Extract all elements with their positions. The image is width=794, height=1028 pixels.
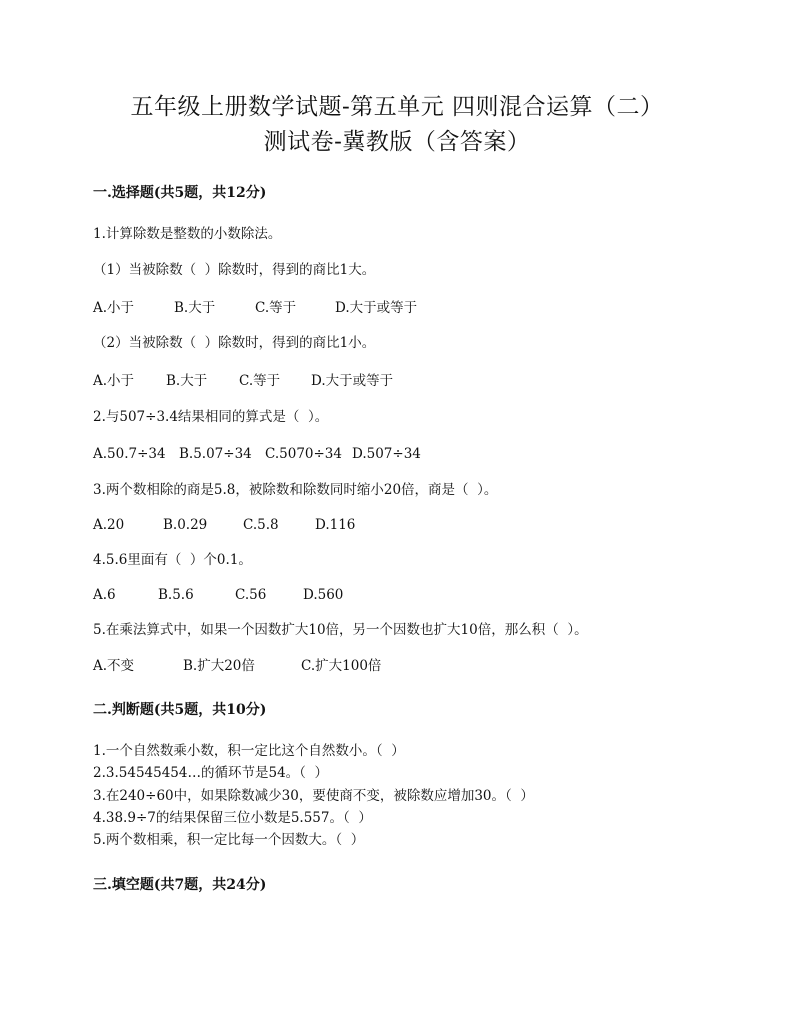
- option: A.小于: [93, 300, 135, 316]
- q2-stem: 2.与507÷3.4结果相同的算式是（ ）。: [93, 409, 329, 425]
- q4-stem: 4.5.6里面有（ ）个0.1。: [93, 552, 252, 568]
- judge-item-1: 1.一个自然数乘小数，积一定比这个自然数小。（ ）: [93, 743, 405, 759]
- q1-stem: 1.计算除数是整数的小数除法。: [93, 226, 282, 242]
- section3-heading: 三.填空题(共7题，共24分): [93, 877, 267, 893]
- q1-sub2: （2）当被除数（ ）除数时，得到的商比1小。: [93, 335, 376, 351]
- q1-sub1: （1）当被除数（ ）除数时，得到的商比1大。: [93, 262, 376, 278]
- judge-item-5: 5.两个数相乘，积一定比每一个因数大。（ ）: [93, 832, 365, 848]
- judge-item-3: 3.在240÷60中，如果除数减少30，要使商不变，被除数应增加30。（ ）: [93, 788, 534, 804]
- option: C.5070÷34: [265, 446, 342, 462]
- option: B.5.6: [158, 587, 194, 603]
- option: B.大于: [174, 300, 216, 316]
- option: A.小于: [93, 373, 135, 389]
- option: B.5.07÷34: [179, 446, 252, 462]
- option: D.560: [303, 587, 344, 603]
- option: D.大于或等于: [335, 300, 418, 316]
- option: A.50.7÷34: [93, 446, 166, 462]
- section2-heading: 二.判断题(共5题，共10分): [93, 702, 267, 718]
- option: B.0.29: [163, 517, 208, 533]
- option: B.扩大20倍: [183, 658, 255, 674]
- option: A.6: [93, 587, 116, 603]
- judge-item-4: 4.38.9÷7的结果保留三位小数是5.557。（ ）: [93, 810, 372, 826]
- option: A.不变: [93, 658, 135, 674]
- judge-item-2: 2.3.54545454…的循环节是54。（ ）: [93, 765, 328, 781]
- exam-title-line2: 测试卷-冀教版（含答案）: [263, 129, 531, 155]
- option: D.116: [315, 517, 356, 533]
- option: C.扩大100倍: [301, 658, 382, 674]
- q3-stem: 3.两个数相除的商是5.8，被除数和除数同时缩小20倍，商是（ ）。: [93, 482, 498, 498]
- option: C.等于: [255, 300, 297, 316]
- q5-stem: 5.在乘法算式中，如果一个因数扩大10倍，另一个因数也扩大10倍，那么积（ ）。: [93, 622, 588, 638]
- option: C.5.8: [243, 517, 279, 533]
- option: B.大于: [166, 373, 208, 389]
- option: C.等于: [239, 373, 281, 389]
- exam-title-line1: 五年级上册数学试题-第五单元 四则混合运算（二）: [130, 94, 664, 120]
- option: A.20: [93, 517, 125, 533]
- section1-heading: 一.选择题(共5题，共12分): [93, 185, 267, 201]
- option: C.56: [235, 587, 267, 603]
- option: D.大于或等于: [311, 373, 394, 389]
- option: D.507÷34: [352, 446, 421, 462]
